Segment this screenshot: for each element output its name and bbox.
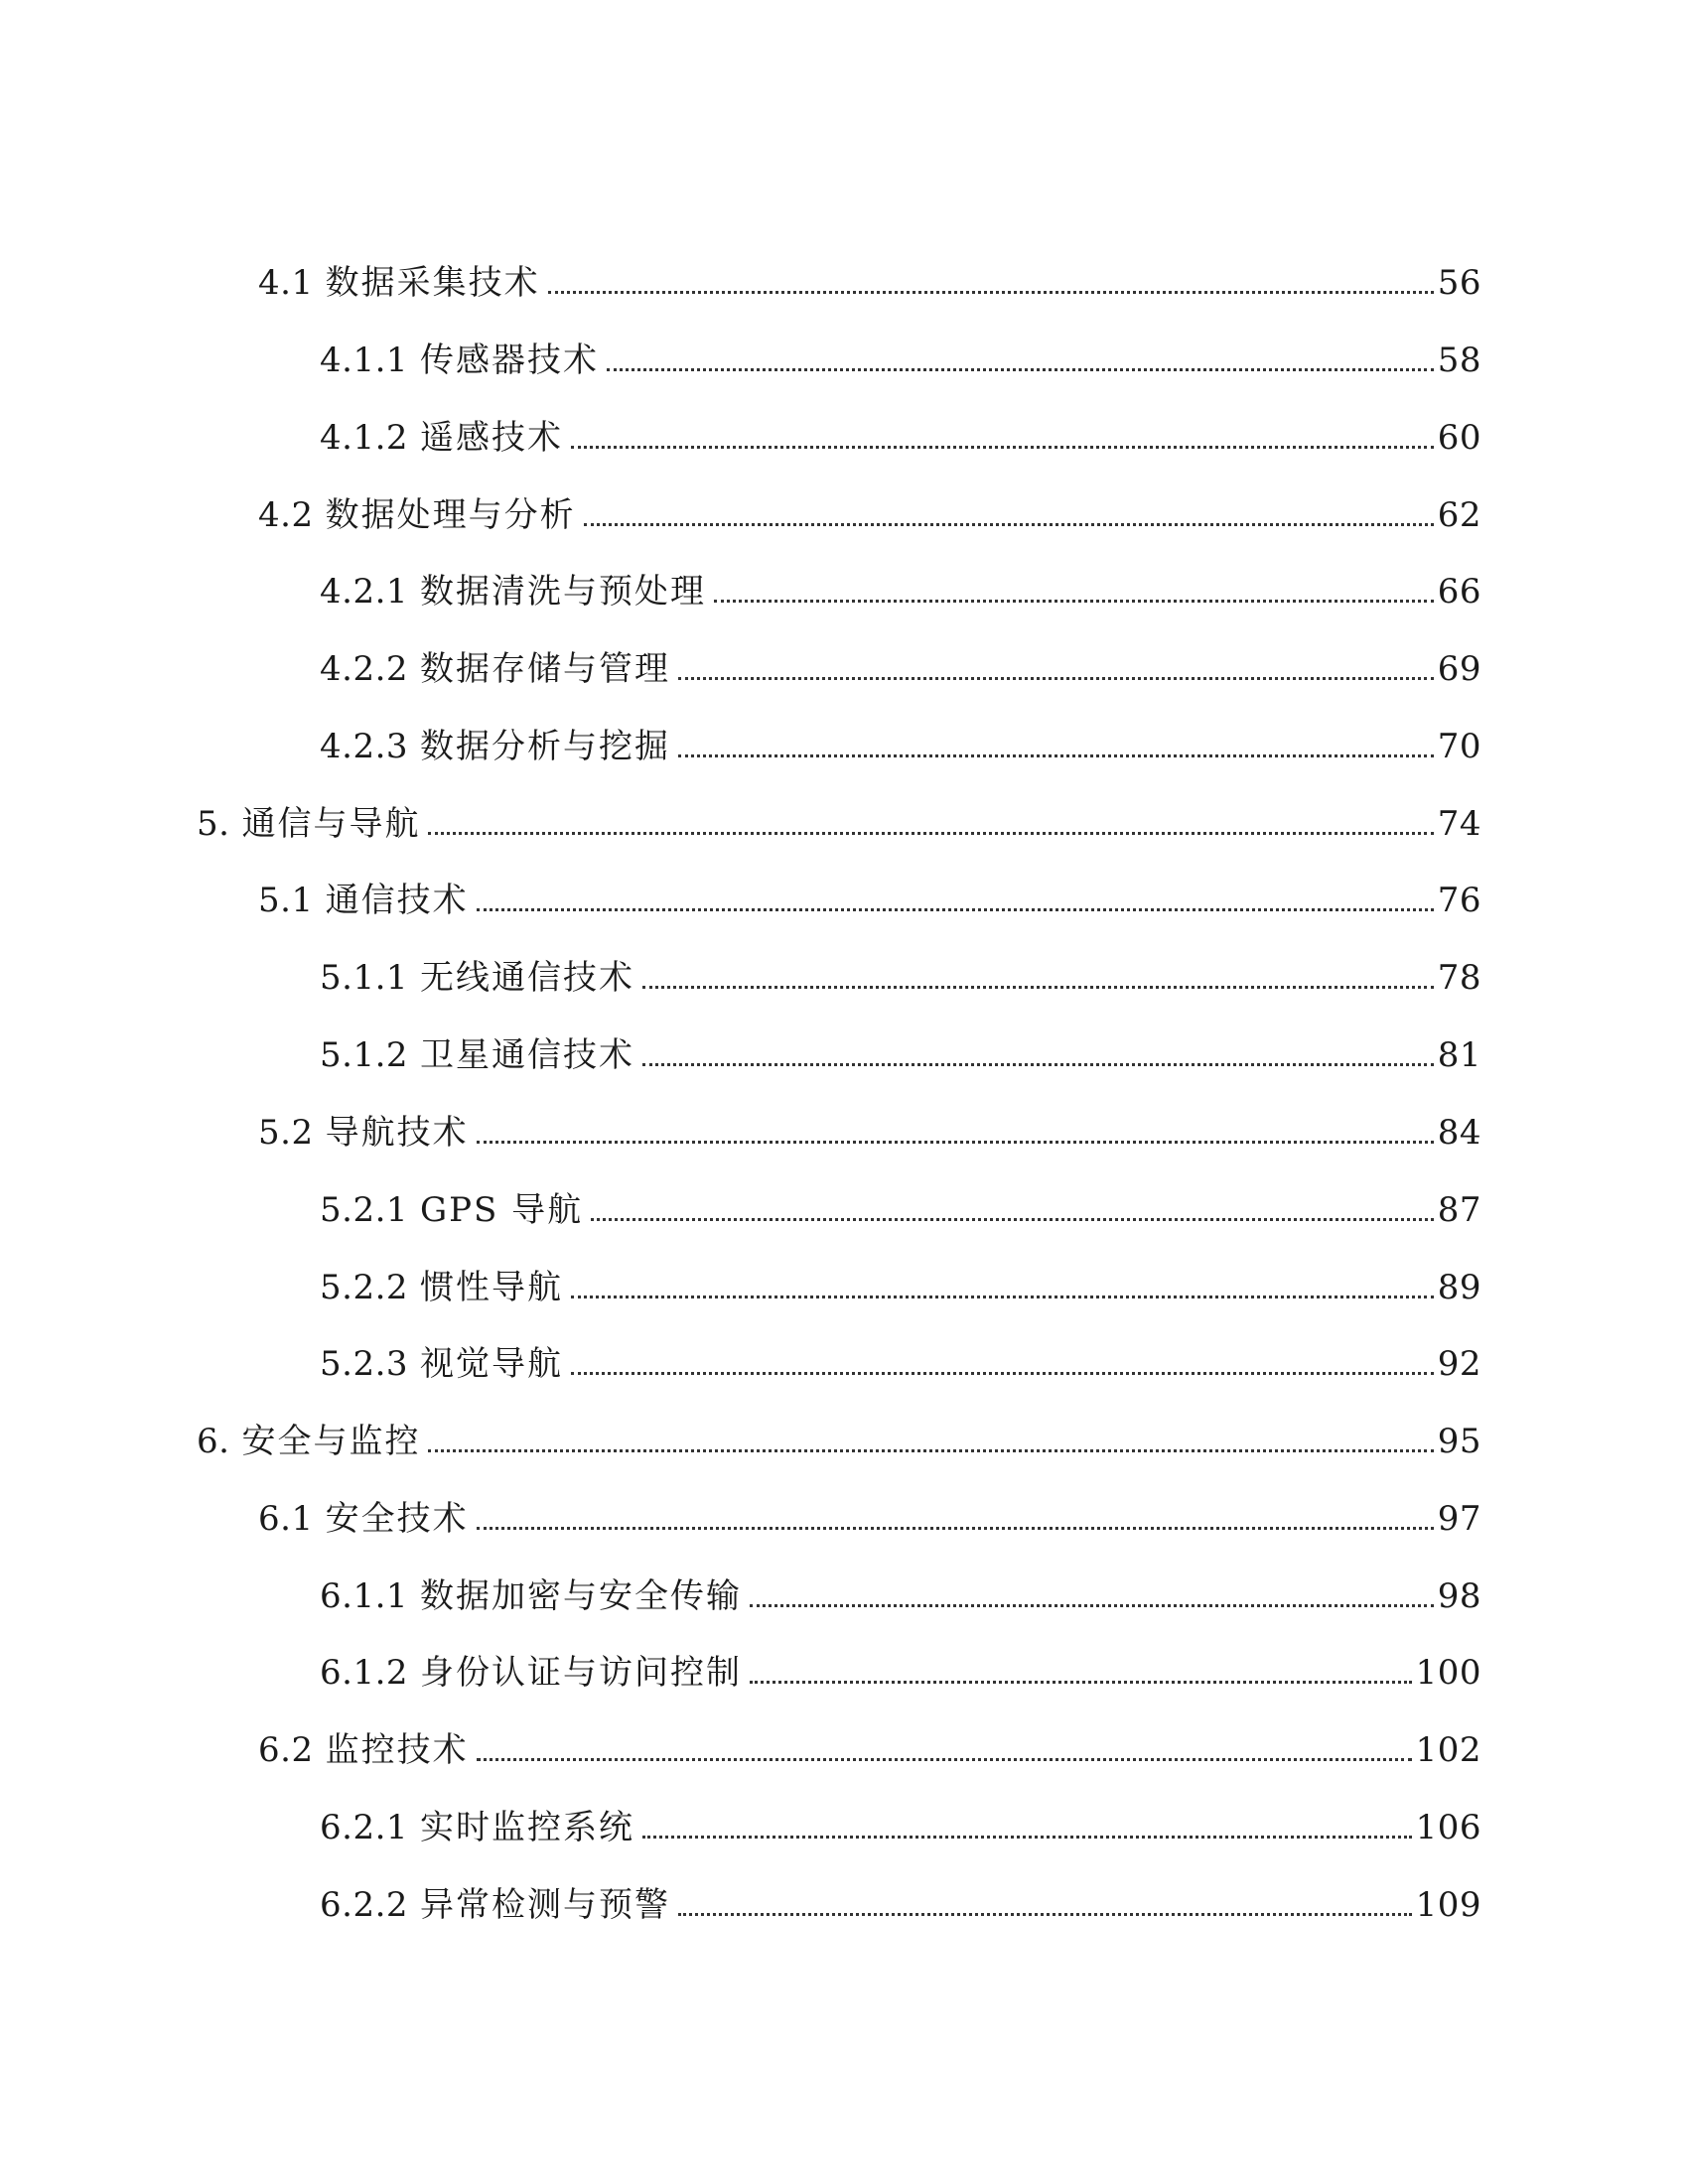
- dot-leader: [607, 368, 1434, 371]
- toc-entry-page: 78: [1437, 958, 1481, 998]
- toc-entry[interactable]: [258, 1094, 1481, 1153]
- toc-entry[interactable]: [320, 1171, 1481, 1230]
- toc-entry-page: 56: [1437, 263, 1481, 303]
- toc-entry-number: 5.2.2: [320, 1268, 409, 1307]
- toc-entry-title: 数据清洗与预处理: [420, 572, 707, 612]
- toc-entry-title: 导航技术: [325, 1113, 469, 1153]
- toc-entry-title: 身份认证与访问控制: [420, 1653, 743, 1693]
- dot-leader: [571, 1372, 1434, 1375]
- toc-entry-number: 4.2.2: [320, 649, 409, 689]
- toc-entry-page: 95: [1437, 1422, 1481, 1461]
- toc-entry-number: 5.1: [258, 881, 314, 920]
- dot-leader: [477, 1527, 1434, 1530]
- toc-entry-number: 6.1.1: [320, 1576, 409, 1616]
- dot-leader: [477, 1758, 1412, 1761]
- dot-leader: [678, 1913, 1412, 1916]
- toc-entry-page: 62: [1437, 495, 1481, 535]
- toc-entry[interactable]: [320, 630, 1481, 689]
- toc-entry[interactable]: [320, 939, 1481, 998]
- toc-entry[interactable]: [258, 477, 1481, 535]
- toc-entry[interactable]: [320, 1634, 1481, 1693]
- toc-entry-title: 数据处理与分析: [325, 495, 576, 535]
- toc-entry-number: 4.1.2: [320, 418, 409, 458]
- dot-leader: [548, 291, 1434, 294]
- toc-entry-title: 传感器技术: [420, 341, 600, 380]
- toc-entry[interactable]: [197, 785, 1481, 844]
- dot-leader: [477, 908, 1434, 911]
- toc-entry[interactable]: [320, 1866, 1481, 1925]
- toc-entry-title: 数据采集技术: [325, 263, 540, 303]
- toc-entry-title: 通信与导航: [241, 804, 421, 844]
- toc-entry-page: 74: [1437, 804, 1481, 844]
- toc-entry-title: 实时监控系统: [420, 1808, 635, 1847]
- toc-entry-number: 6.2: [258, 1730, 314, 1770]
- toc-entry[interactable]: [320, 399, 1481, 458]
- toc-entry-number: 4.2.1: [320, 572, 409, 612]
- dot-leader: [428, 1449, 1433, 1452]
- toc-entry-page: 98: [1437, 1576, 1481, 1616]
- toc-entry[interactable]: [320, 322, 1481, 380]
- toc-entry-page: 69: [1437, 649, 1481, 689]
- toc-entry[interactable]: [320, 1017, 1481, 1075]
- toc-entry-number: 4.1.1: [320, 341, 409, 380]
- toc-entry-number: 6.2.1: [320, 1808, 409, 1847]
- toc-entry-page: 106: [1415, 1808, 1481, 1847]
- toc-entry-number: 4.2.3: [320, 727, 409, 766]
- toc-entry-page: 70: [1437, 727, 1481, 766]
- toc-entry-title: GPS 导航: [420, 1190, 584, 1230]
- dot-leader: [678, 677, 1434, 680]
- dot-leader: [750, 1604, 1434, 1607]
- toc-entry-title: 安全与监控: [241, 1422, 421, 1461]
- toc-entry-page: 92: [1437, 1344, 1481, 1384]
- toc-entry-number: 6.: [197, 1422, 230, 1461]
- toc-entry-number: 4.2: [258, 495, 314, 535]
- toc-entry-title: 遥感技术: [420, 418, 564, 458]
- dot-leader: [750, 1681, 1412, 1684]
- toc-entry-number: 6.1: [258, 1499, 314, 1539]
- toc-entry-page: 60: [1437, 418, 1481, 458]
- dot-leader: [477, 1141, 1434, 1144]
- toc-entry-number: 5.1.2: [320, 1035, 409, 1075]
- dot-leader: [591, 1218, 1434, 1221]
- toc-entry-page: 102: [1415, 1730, 1481, 1770]
- toc-entry-title: 视觉导航: [420, 1344, 564, 1384]
- toc-entry-page: 84: [1437, 1113, 1481, 1153]
- toc-entry-title: 监控技术: [325, 1730, 469, 1770]
- dot-leader: [571, 1296, 1434, 1298]
- toc-entry[interactable]: [258, 1711, 1481, 1770]
- toc-entry-title: 安全技术: [325, 1499, 469, 1539]
- toc-entry-title: 惯性导航: [420, 1268, 564, 1307]
- toc-entry-page: 109: [1415, 1885, 1481, 1925]
- toc-entry[interactable]: [258, 244, 1481, 303]
- toc-entry-page: 58: [1437, 341, 1481, 380]
- toc-entry[interactable]: [320, 1789, 1481, 1847]
- toc-entry-page: 76: [1437, 881, 1481, 920]
- toc-entry[interactable]: [320, 708, 1481, 766]
- toc-entry[interactable]: [320, 1325, 1481, 1384]
- dot-leader: [428, 832, 1433, 835]
- toc-entry[interactable]: [320, 553, 1481, 612]
- toc-entry-number: 5.: [197, 804, 230, 844]
- toc-entry-page: 81: [1437, 1035, 1481, 1075]
- toc-entry[interactable]: [320, 1249, 1481, 1307]
- toc-entry[interactable]: [197, 1403, 1481, 1461]
- toc-entry-number: 5.2.3: [320, 1344, 409, 1384]
- toc-entry-title: 数据分析与挖掘: [420, 727, 671, 766]
- toc-entry-page: 97: [1437, 1499, 1481, 1539]
- dot-leader: [642, 986, 1434, 989]
- dot-leader: [642, 1836, 1412, 1839]
- toc-entry-title: 无线通信技术: [420, 958, 635, 998]
- toc-entry-number: 4.1: [258, 263, 314, 303]
- toc-entry-number: 5.2.1: [320, 1190, 409, 1230]
- toc-entry[interactable]: [320, 1558, 1481, 1616]
- dot-leader: [714, 600, 1434, 603]
- dot-leader: [678, 754, 1434, 757]
- toc-entry-title: 数据加密与安全传输: [420, 1576, 743, 1616]
- toc-entry-page: 89: [1437, 1268, 1481, 1307]
- toc-entry-number: 5.2: [258, 1113, 314, 1153]
- toc-entry-title: 卫星通信技术: [420, 1035, 635, 1075]
- toc-entry-page: 100: [1415, 1653, 1481, 1693]
- toc-entry-number: 5.1.1: [320, 958, 409, 998]
- toc-entry-title: 通信技术: [325, 881, 469, 920]
- toc-entry-page: 87: [1437, 1190, 1481, 1230]
- toc-entry-page: 66: [1437, 572, 1481, 612]
- dot-leader: [571, 446, 1434, 449]
- toc-entry-title: 异常检测与预警: [420, 1885, 671, 1925]
- toc-entry-number: 6.2.2: [320, 1885, 409, 1925]
- toc-entry-number: 6.1.2: [320, 1653, 409, 1693]
- toc-entry[interactable]: [258, 1480, 1481, 1539]
- toc-entry-title: 数据存储与管理: [420, 649, 671, 689]
- toc-entry[interactable]: [258, 862, 1481, 920]
- dot-leader: [642, 1063, 1434, 1066]
- dot-leader: [584, 523, 1434, 526]
